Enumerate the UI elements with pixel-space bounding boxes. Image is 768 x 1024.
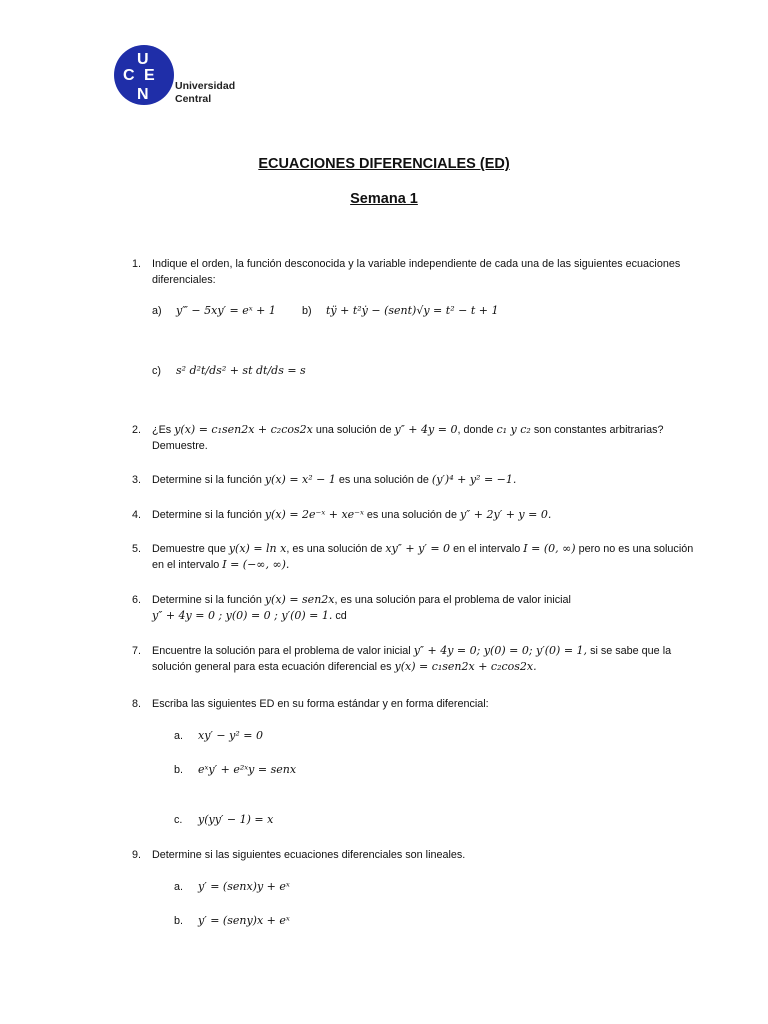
text-segment: , es una solución de xyxy=(286,543,383,555)
text-segment: , es una solución para el problema de valor inicial xyxy=(334,594,571,606)
equation: y(yy′ − 1) = x xyxy=(198,813,274,826)
document-title: ECUACIONES DIFERENCIALES (ED) xyxy=(258,156,510,172)
document-subtitle: Semana 1 xyxy=(350,191,418,207)
problem-text xyxy=(152,592,702,624)
problem-number: 9. xyxy=(132,849,142,861)
equation: xy′ − y² = 0 xyxy=(198,729,263,742)
item-label: a. xyxy=(174,730,184,742)
item-label: a. xyxy=(174,881,184,893)
text-segment: son constantes arbitrarias? Demuestre. xyxy=(152,424,664,452)
problem-number: 4. xyxy=(132,509,142,521)
ucen-emblem-icon xyxy=(106,45,176,105)
equation: y′ = (senx)y + eˣ xyxy=(198,880,290,893)
equation: I = (0, ∞) xyxy=(523,542,576,555)
problem-text: Indique el orden, la función desconocida y la variable independiente de cada una de las siguientes ecuaciones diferenciales: xyxy=(152,258,681,286)
equation: s² d²t/ds² + st dt/ds = s xyxy=(176,364,306,377)
university-name xyxy=(175,80,235,106)
p1-item-a xyxy=(152,304,276,317)
problem-text xyxy=(152,541,702,573)
equation: y‴ − 5xy′ = eˣ + 1 xyxy=(176,304,276,317)
problem-number: 1. xyxy=(132,258,142,270)
text-segment: pero no es una solución en el intervalo xyxy=(152,543,694,571)
problem-number: 2. xyxy=(132,424,142,436)
svg-text:C: C xyxy=(123,67,135,84)
equation: y″ + 2y′ + y = 0. xyxy=(459,508,552,521)
problem-number: 5. xyxy=(132,543,142,555)
item-label: c) xyxy=(152,365,161,377)
problem-number: 3. xyxy=(132,474,142,486)
text-segment: cd xyxy=(335,610,347,622)
equation: y(x) = c₁sen2x + c₂cos2x. xyxy=(394,660,537,673)
item-label: b) xyxy=(302,305,312,317)
p9-item-b xyxy=(174,914,290,927)
equation: y″ + 4y = 0 ; y(0) = 0 ; y′(0) = 1. xyxy=(152,609,333,622)
university-name-line1: Universidad xyxy=(175,80,236,92)
text-segment: Determine si la función xyxy=(152,509,262,521)
problem-number: 6. xyxy=(132,594,142,606)
item-label: b. xyxy=(174,915,184,927)
equation: y(x) = sen2x xyxy=(264,593,335,606)
text-segment: una solución de xyxy=(315,424,392,436)
p1-item-b xyxy=(302,304,498,317)
equation: xy″ + y′ = 0 xyxy=(385,542,451,555)
equation: c₁ y c₂ xyxy=(496,423,531,436)
problem-number: 7. xyxy=(132,645,142,657)
p8-item-c xyxy=(174,813,273,826)
equation: y′ = (seny)x + eˣ xyxy=(198,914,290,927)
equation: y(x) = x² − 1 xyxy=(264,473,336,486)
problem-text xyxy=(152,422,702,454)
equation: tÿ + t²ẏ − (sent)√y = t² − t + 1 xyxy=(326,304,499,317)
item-label: c. xyxy=(174,814,183,826)
problem-text xyxy=(152,507,702,523)
problem-text: Escriba las siguientes ED en su forma estándar y en forma diferencial: xyxy=(152,698,489,710)
item-label: b. xyxy=(174,764,184,776)
text-segment: , donde xyxy=(457,424,494,436)
problem-text: Determine si las siguientes ecuaciones diferenciales son lineales. xyxy=(152,849,466,861)
problem-number: 8. xyxy=(132,698,142,710)
problem-text xyxy=(152,643,702,675)
text-segment: Encuentre la solución para el problema de valor inicial xyxy=(152,645,411,657)
item-label: a) xyxy=(152,305,162,317)
equation: y(x) = ln x xyxy=(228,542,287,555)
equation: eˣy′ + e²ˣy = senx xyxy=(198,763,297,776)
text-segment: Determine si la función xyxy=(152,474,262,486)
university-name-line2: Central xyxy=(175,93,212,105)
text-segment: Demuestre que xyxy=(152,543,226,555)
text-segment: Determine si la función xyxy=(152,594,262,606)
equation: I = (−∞, ∞). xyxy=(222,558,290,571)
text-segment: ¿Es xyxy=(152,424,172,436)
equation: (y′)⁴ + y² = −1. xyxy=(431,473,517,486)
text-segment: es una solución de xyxy=(366,509,457,521)
equation: y″ + 4y = 0; y(0) = 0; y′(0) = 1, xyxy=(413,644,588,657)
p8-item-b xyxy=(174,763,296,776)
p9-item-a xyxy=(174,880,290,893)
text-segment: si se sabe que la solución general para esta ecuación diferencial es xyxy=(152,645,672,673)
svg-text:N: N xyxy=(137,86,149,103)
equation: y(x) = 2e⁻ˣ + xe⁻ˣ xyxy=(264,508,364,521)
text-segment: es una solución de xyxy=(338,474,429,486)
svg-text:E: E xyxy=(144,67,155,84)
svg-text:U: U xyxy=(137,51,149,68)
p8-item-a xyxy=(174,729,263,742)
p1-item-c xyxy=(152,364,306,377)
equation: y″ + 4y = 0 xyxy=(394,423,458,436)
text-segment: en el intervalo xyxy=(453,543,521,555)
problem-text xyxy=(152,472,702,488)
equation: y(x) = c₁sen2x + c₂cos2x xyxy=(174,423,313,436)
